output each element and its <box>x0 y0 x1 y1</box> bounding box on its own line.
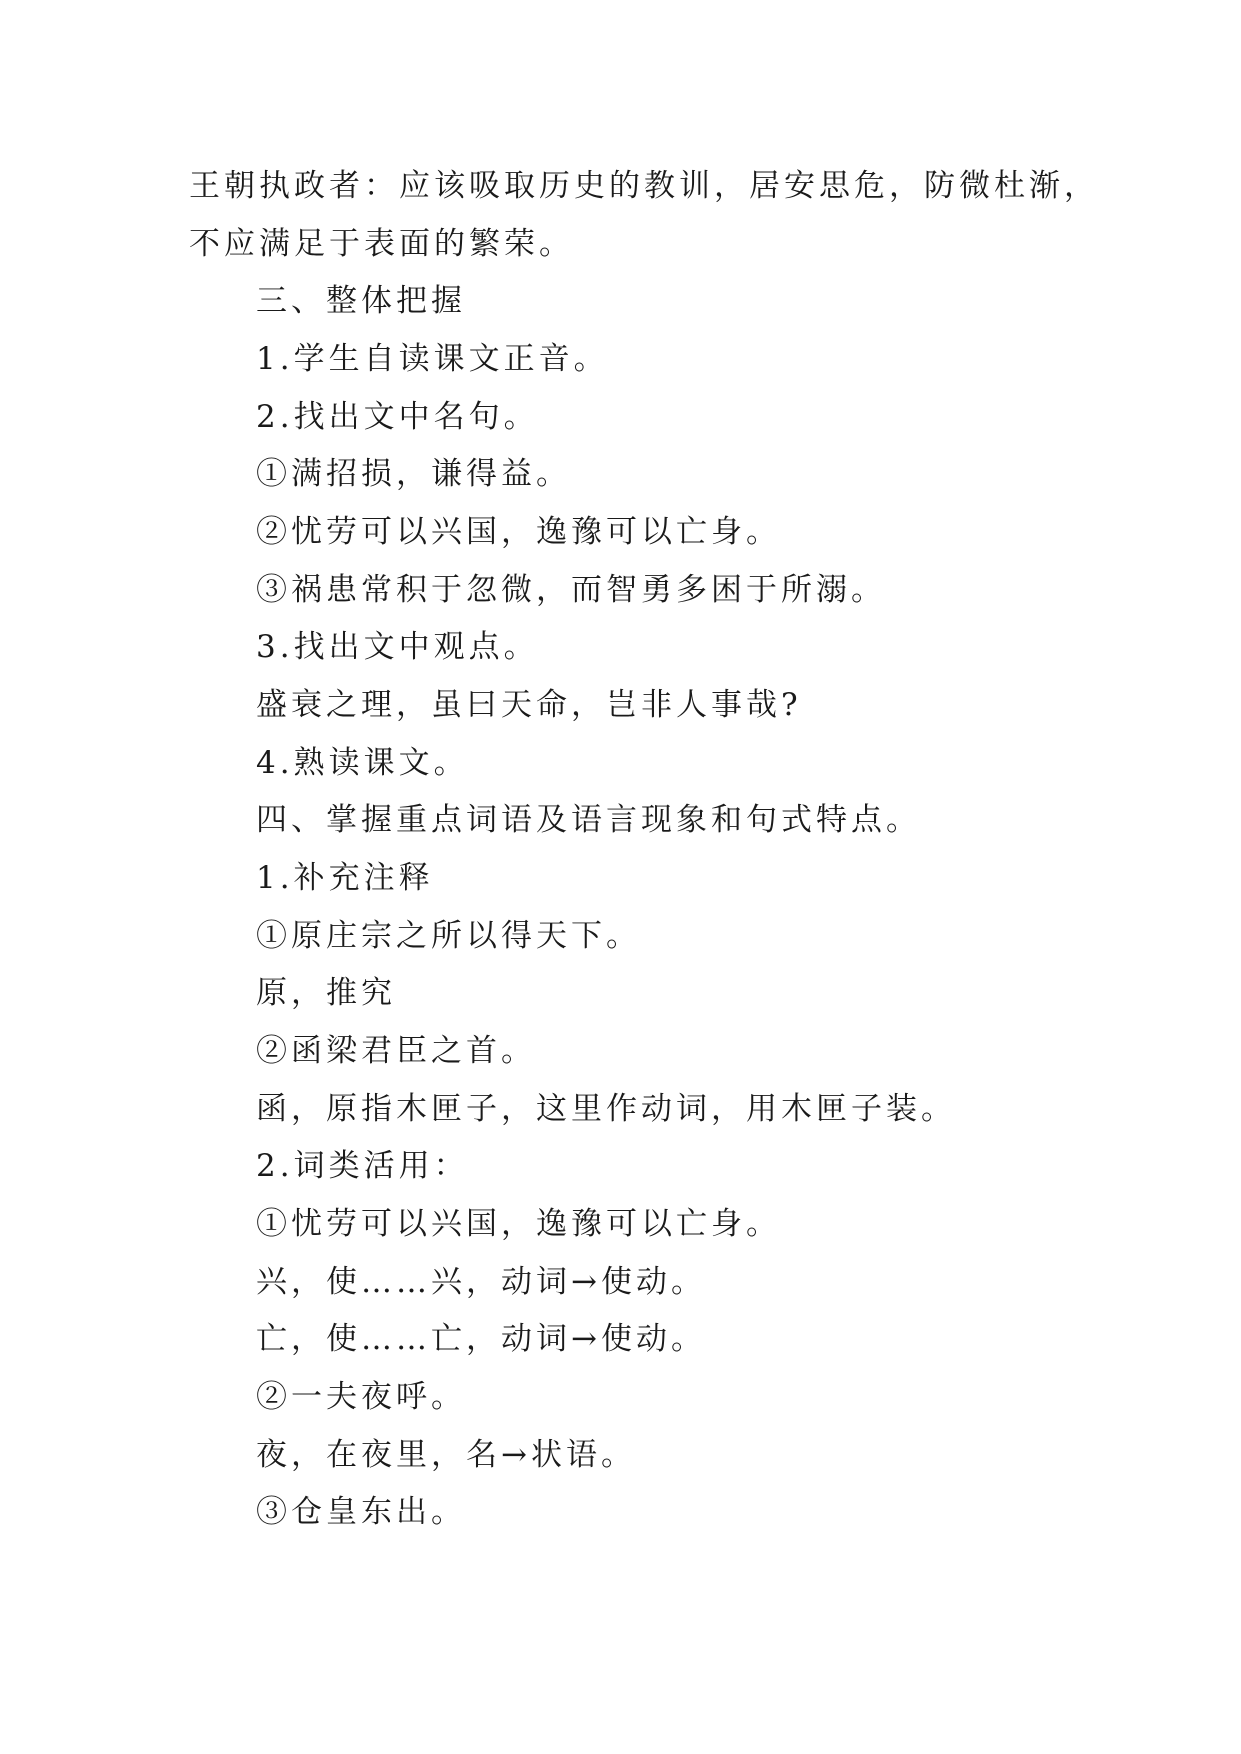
quote-item: ②忧劳可以兴国，逸豫可以亡身。 <box>256 514 781 550</box>
section-heading: 四、掌握重点词语及语言现象和句式特点。 <box>256 802 921 838</box>
quote-item: ①忧劳可以兴国，逸豫可以亡身。 <box>256 1206 781 1242</box>
paragraph-line: 不应满足于表面的繁荣。 <box>189 226 574 262</box>
quote-item: ①满招损，谦得益。 <box>256 456 571 492</box>
annotation-line: 夜，在夜里，名→状语。 <box>256 1437 636 1473</box>
list-item: 2.词类活用： <box>256 1148 469 1184</box>
quote-item: ①原庄宗之所以得天下。 <box>256 918 641 954</box>
quote-item: ②函梁君臣之首。 <box>256 1033 536 1069</box>
annotation-line: 函，原指木匣子，这里作动词，用木匣子装。 <box>256 1091 956 1127</box>
paragraph-line: 王朝执政者：应该吸取历史的教训，居安思危，防微杜渐， <box>189 168 1099 204</box>
list-item: 1.学生自读课文正音。 <box>256 341 609 377</box>
annotation-line: 亡，使……亡，动词→使动。 <box>256 1321 706 1357</box>
list-item: 4.熟读课文。 <box>256 745 469 781</box>
annotation-line: 原，推究 <box>256 975 396 1011</box>
section-heading: 三、整体把握 <box>256 283 466 319</box>
quote-item: ②一夫夜呼。 <box>256 1379 466 1415</box>
list-item: 3.找出文中观点。 <box>256 629 539 665</box>
quote-item: ③祸患常积于忽微，而智勇多困于所溺。 <box>256 572 886 608</box>
annotation-line: 兴，使……兴，动词→使动。 <box>256 1264 706 1300</box>
quote-item: ③仓皇东出。 <box>256 1494 466 1530</box>
list-item: 2.找出文中名句。 <box>256 399 539 435</box>
paragraph-line: 盛衰之理，虽曰天命，岂非人事哉? <box>256 687 802 723</box>
list-item: 1.补充注释 <box>256 860 434 896</box>
